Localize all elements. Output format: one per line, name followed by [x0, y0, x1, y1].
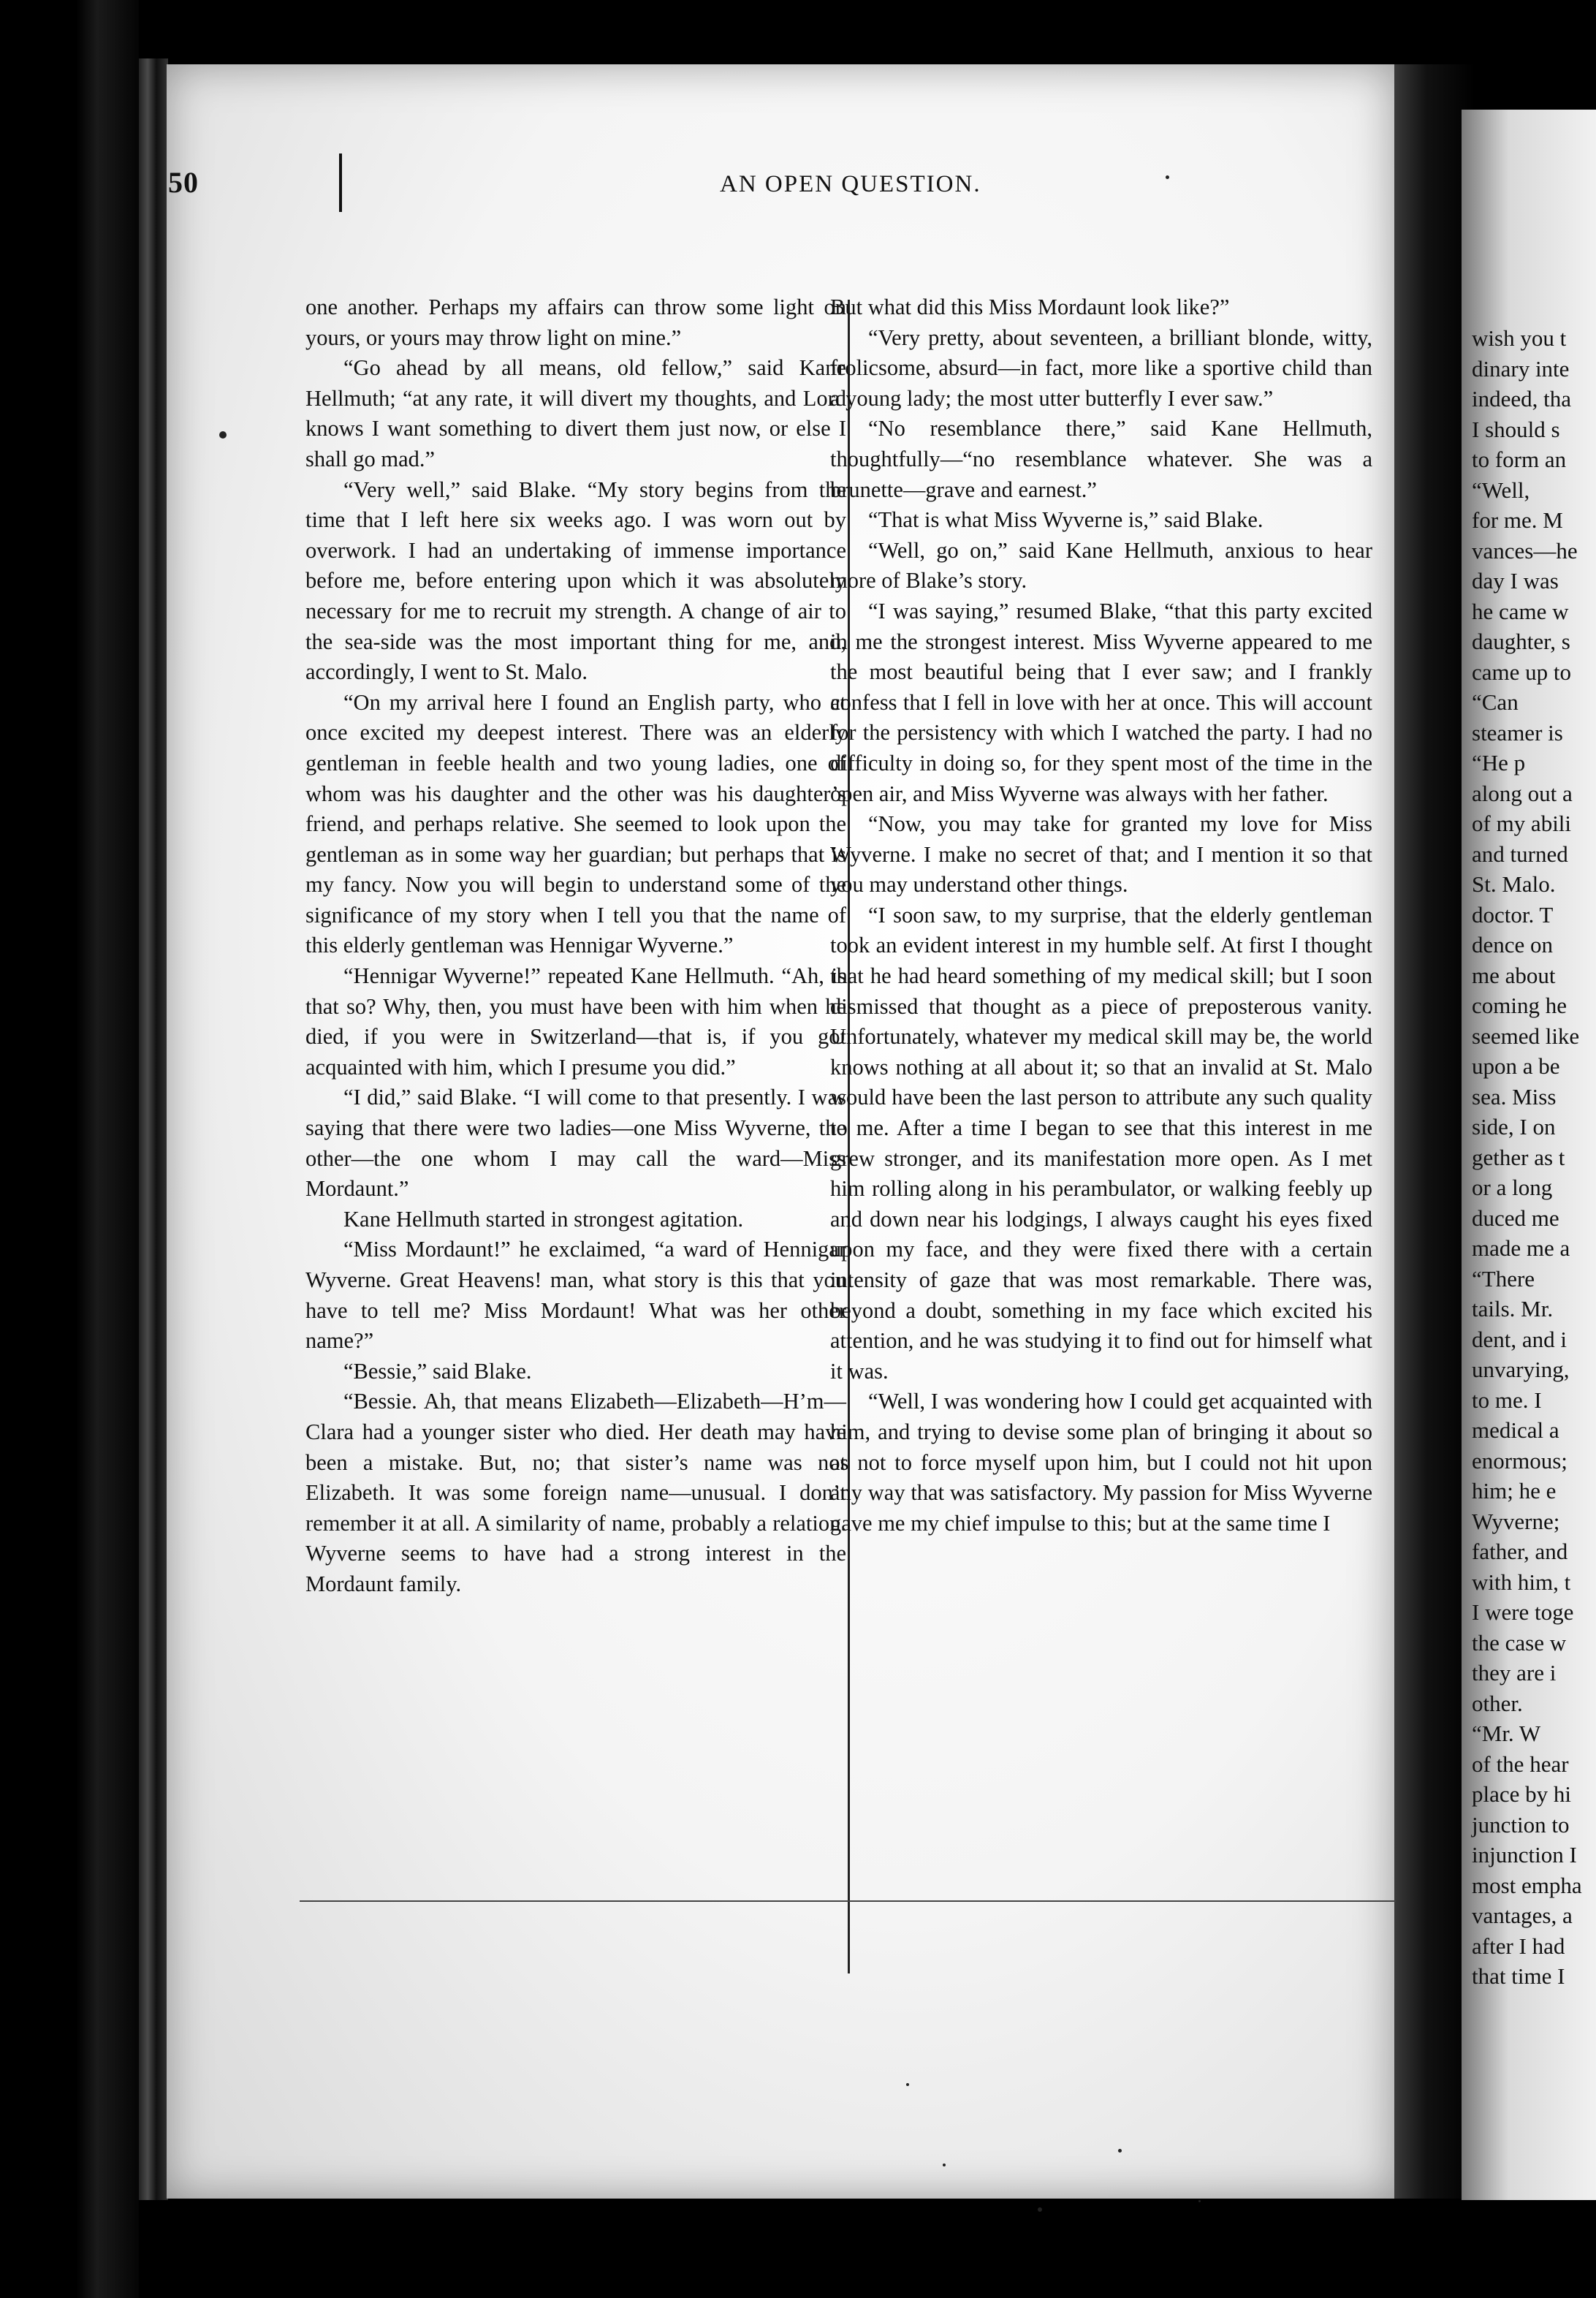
adjacent-page-line: Wyverne; [1472, 1508, 1560, 1534]
adjacent-page-line: wish you t [1472, 325, 1567, 351]
scan-speck [1166, 175, 1169, 179]
adjacent-page-line: vances—he [1472, 537, 1578, 564]
adjacent-page-line: to me. I [1472, 1387, 1542, 1413]
adjacent-page-line: that time I [1472, 1963, 1565, 1989]
scan-speck [906, 2083, 909, 2086]
adjacent-page-line: sea. Miss [1472, 1083, 1557, 1110]
paragraph: “Well, go on,” said Kane Hellmuth, anxious to hear more of Blake’s story. [830, 537, 1372, 594]
adjacent-page-line: gether as t [1472, 1144, 1565, 1170]
scan-speck [943, 2164, 946, 2166]
adjacent-page-line: him; he e [1472, 1478, 1557, 1503]
text-column-left [305, 292, 846, 1600]
adjacent-page-line: dinary inte [1472, 355, 1570, 382]
adjacent-page-line: indeed, tha [1472, 386, 1572, 412]
paragraph: “Hennigar Wyverne!” repeated Kane Hellmuth. “Ah, is that so? Why, then, you must have been with him when he died, if you were in Switzerland—that is, if you got acquainted with him, which I presume you did.” [305, 963, 846, 1080]
scan-speck [1118, 2149, 1122, 2153]
paragraph: “Go ahead by all means, old fellow,” said Kane Hellmuth; “at any rate, it will divert my thoughts, and Lord knows I want something to divert them just now, or else I shall go mad.” [305, 355, 846, 471]
adjacent-page-line: they are i [1472, 1660, 1557, 1685]
adjacent-page-line: of the hear [1472, 1751, 1569, 1777]
adjacent-page-line: upon a be [1472, 1053, 1560, 1079]
paragraph: “I was saying,” resumed Blake, “that this party excited in me the strongest interest. Miss Wyverne appeared to me the most beautiful being that I ever saw; and I frankly confess that I fell in love with her at once. This will account for the persistency with which I watched the party. I had no difficulty in doing so, for they spent most of the time in the open air, and Miss Wyverne was always with her father. [830, 598, 1372, 806]
paragraph: Kane Hellmuth started in strongest agitation. [343, 1206, 744, 1232]
adjacent-page-line: “Mr. W [1472, 1721, 1541, 1746]
paragraph: “I did,” said Blake. “I will come to that presently. I was saying that there were two ladies—one Miss Wyverne, the other—the one whom I may call the ward—Miss Mordaunt.” [305, 1085, 846, 1202]
adjacent-page-line: I should s [1472, 416, 1560, 442]
adjacent-page-line: for me. M [1472, 507, 1563, 533]
scan-speck [1198, 2200, 1201, 2202]
paragraph: “No resemblance there,” said Kane Hellmuth, thoughtfully—“no resemblance whatever. She was a brunette—grave and earnest.” [830, 416, 1372, 502]
paragraph: “Bessie,” said Blake. [343, 1358, 532, 1384]
running-title: AN OPEN QUESTION. [720, 171, 981, 197]
adjacent-page-line: of my abili [1472, 811, 1572, 836]
adjacent-page-line: vantages, a [1472, 1903, 1573, 1928]
adjacent-page-line: unvarying, [1472, 1357, 1570, 1382]
adjacent-page-line: daughter, s [1472, 629, 1570, 654]
adjacent-page-line: place by hi [1472, 1781, 1572, 1807]
adjacent-page-line: coming he [1472, 993, 1567, 1018]
adjacent-page-line: he came w [1472, 598, 1569, 624]
adjacent-page-line: medical a [1472, 1417, 1559, 1443]
paragraph: “Very well,” said Blake. “My story begins from the time that I left here six weeks ago. I was worn out by overwork. I had an undertaking of immense importance before me, before entering upon which it was absolutely necessary for me to recruit my strength. A change of air to the sea-side was the most important thing for me, and, accordingly, I went to St. Malo. [305, 477, 846, 685]
adjacent-page-line: side, I on [1472, 1114, 1556, 1139]
adjacent-page-line: the case w [1472, 1629, 1567, 1656]
adjacent-page-line: injunction I [1472, 1842, 1577, 1867]
adjacent-page-line: enormous; [1472, 1447, 1568, 1474]
text-column-right [830, 292, 1372, 1539]
paragraph: “On my arrival here I found an English party, who at once excited my deepest interest. There was an elderly gentleman in feeble health and two young ladies, one of whom was his daughter and the other was his daughter’s friend, and perhaps relative. She seemed to look upon the gentleman as in some way her guardian; but perhaps that is my fancy. Now you will begin to understand some of the significance of my story when I tell you that the name of this elderly gentleman was Hennigar Wyverne.” [305, 689, 846, 958]
adjacent-page-line: me about [1472, 962, 1556, 988]
adjacent-page-line: tails. Mr. [1472, 1296, 1554, 1321]
adjacent-page-line: most empha [1472, 1872, 1582, 1898]
adjacent-page-line: day I was [1472, 568, 1559, 594]
adjacent-page-line: “Can [1472, 689, 1519, 715]
paragraph: “I soon saw, to my surprise, that the elderly gentleman took an evident interest in my humble self. At first I thought that he had heard something of my medical skill; but I soon dismissed that thought as a piece of preposterous vanity. Unfortunately, whatever my medical skill may be, the world knows nothing at all about it; so that an invalid at St. Malo would have been the last person to attribute any such quality to me. After a time I began to see that this interest in me grew stronger, and its manifestation more open. As I met him rolling along in his perambulator, or walking feebly up and down near his lodgings, I always caught his eyes fixed upon my face, and they were fixed there with a certain intensity of gaze that was most remarkable. There was, beyond a doubt, something in my face which excited his attention, and he was studying it to find out for himself what it was. [830, 902, 1372, 1384]
adjacent-page-line: dence on [1472, 932, 1554, 958]
adjacent-page-text [1472, 323, 1596, 1992]
adjacent-page-line: father, and [1472, 1539, 1568, 1564]
paragraph: “Miss Mordaunt!” he exclaimed, “a ward of Hennigar Wyverne. Great Heavens! man, what story is this that you have to tell me? Miss Mordaunt! What was her other name?” [305, 1237, 846, 1354]
paragraph: “Bessie. Ah, that means Elizabeth—Elizabeth—H’m—Clara had a younger sister who died. Her death may have been a mistake. But, no; that sister’s name was not Elizabeth. It was some foreign name—unusual. I don’t remember it at all. A similarity of name, probably a relation. Wyverne seems to have had a strong interest in the Mordaunt family. [305, 1389, 846, 1596]
adjacent-page-line: dent, and i [1472, 1326, 1567, 1352]
paragraph: But what did this Miss Mordaunt look like?” [830, 295, 1230, 319]
adjacent-page-line: doctor. T [1472, 901, 1554, 928]
scan-fold-line [300, 1900, 1396, 1902]
scan-speck [1038, 2207, 1042, 2212]
adjacent-page-line: other. [1472, 1690, 1523, 1716]
paragraph: “Now, you may take for granted my love for Miss Wyverne. I make no secret of that; and I mention it so that you may understand other things. [830, 811, 1372, 898]
adjacent-page-line: St. Malo. [1472, 871, 1556, 897]
adjacent-page [1462, 110, 1596, 2200]
book-binding [139, 58, 168, 2200]
adjacent-page-line: “Well, [1472, 477, 1530, 503]
adjacent-page-line: along out a [1472, 780, 1573, 806]
adjacent-page-line: “He p [1472, 750, 1526, 776]
adjacent-page-line: and turned [1472, 841, 1568, 867]
scan-speck [219, 431, 227, 439]
paragraph: one another. Perhaps my affairs can throw some light on yours, or yours may throw light on mine.” [305, 295, 846, 350]
adjacent-page-line: made me a [1472, 1235, 1570, 1261]
paragraph: “That is what Miss Wyverne is,” said Blake. [868, 507, 1264, 533]
paragraph: “Very pretty, about seventeen, a brilliant blonde, witty, frolicsome, absurd—in fact, more like a sportive child than a young lady; the most utter butterfly I ever saw.” [830, 325, 1372, 411]
adjacent-page-line: after I had [1472, 1933, 1565, 1959]
adjacent-page-line: junction to [1472, 1811, 1570, 1838]
film-border-left [0, 0, 139, 2298]
page-number: 50 [168, 166, 199, 199]
adjacent-page-line: “There [1472, 1265, 1535, 1292]
adjacent-page-line: I were toge [1472, 1599, 1574, 1625]
adjacent-page-line: came up to [1472, 659, 1572, 685]
adjacent-page-line: steamer is [1472, 719, 1563, 746]
adjacent-page-line: with him, t [1472, 1569, 1571, 1595]
adjacent-page-line: seemed like [1472, 1023, 1580, 1049]
adjacent-page-line: duced me [1472, 1205, 1559, 1231]
adjacent-page-line: to form an [1472, 447, 1567, 472]
paragraph: “Well, I was wondering how I could get acquainted with him, and trying to devise some plan of bringing it about so as not to force myself upon him, but I could not hit upon any way that was satisfactory. My passion for Miss Wyverne gave me my chief impulse to this; but at the same time I [830, 1389, 1372, 1536]
adjacent-page-line: or a long [1472, 1175, 1553, 1200]
page-header [0, 165, 1596, 209]
